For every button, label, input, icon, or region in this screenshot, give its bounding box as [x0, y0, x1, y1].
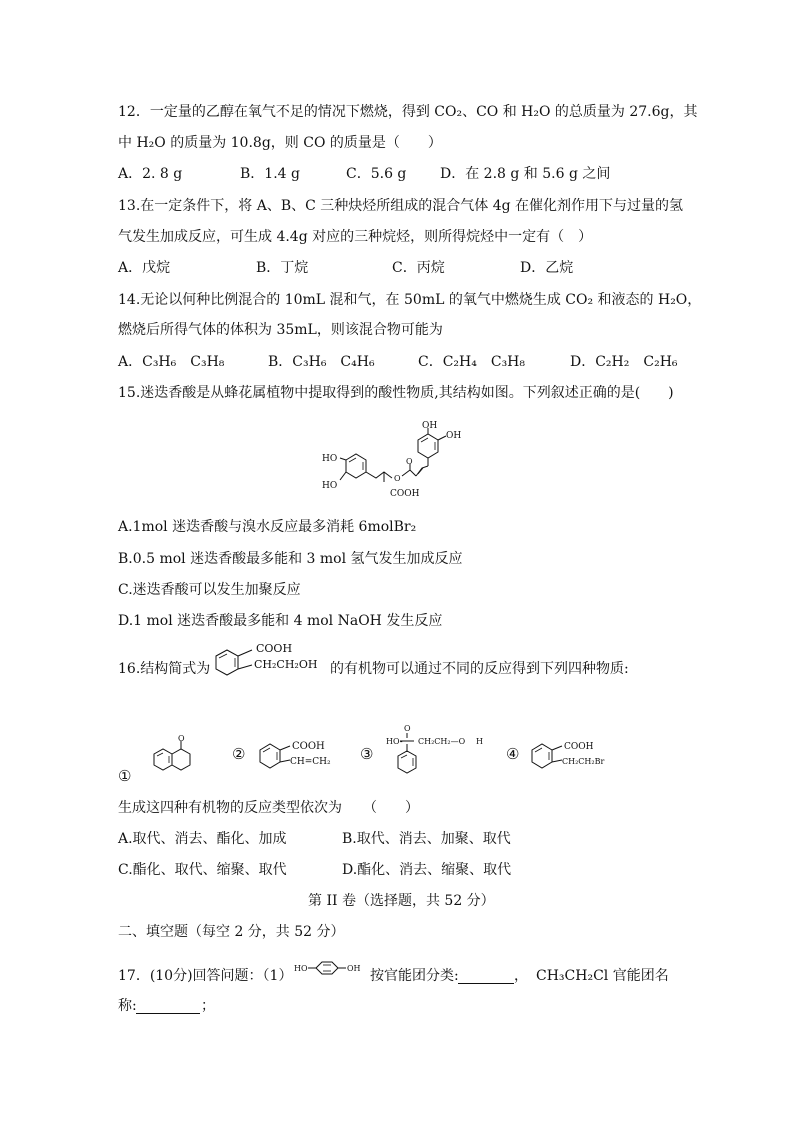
- q13-stem-line1: 13.在一定条件下，将 A、B、C 三种炔烃所组成的混合气体 4g 在催化剂作用下与过量的氢: [118, 198, 684, 214]
- product-3-structure: [384, 722, 494, 782]
- carbonyl-o-label: O: [406, 457, 413, 466]
- q14-option-d: D．C₂H₂ C₂H₆: [570, 354, 678, 370]
- q15-option-b: B.0.5 mol 迷迭香酸最多能和 3 mol 氢气发生加成反应: [118, 551, 463, 567]
- q16-stem-prefix: 16.结构简式为: [118, 661, 211, 677]
- product-2-top: COOH: [292, 741, 325, 752]
- product-3-top-o: O: [404, 724, 411, 733]
- q13-stem-line2: 气发生加成反应，可生成 4.4g 对应的三种烷烃，则所得烷烃中一定有（ ）: [118, 229, 593, 245]
- product-1-o-label: O: [178, 734, 185, 743]
- q14-option-a: A．C₃H₆ C₃H₈: [118, 354, 225, 370]
- q14-option-b: B．C₃H₆ C₄H₆: [268, 354, 375, 370]
- q16-option-d: D.酯化、消去、缩聚、取代: [342, 862, 512, 878]
- ester-o-label: O: [394, 474, 401, 483]
- q14-stem-line1: 14.无论以何种比例混合的 10mL 混和气，在 50mL 的氧气中燃烧生成 CO₂ 和液态的 H₂O，: [118, 292, 702, 308]
- hydroquinone-oh: OH: [347, 964, 361, 973]
- q16-option-b: B.取代、消去、加聚、取代: [342, 831, 511, 847]
- q16-main-top: COOH: [256, 642, 293, 655]
- q17-mid: 按官能团分类:: [370, 968, 459, 984]
- q17-blank-1[interactable]: [458, 983, 514, 984]
- product-3-chain: CH₂CH₂—O: [418, 737, 466, 746]
- q14-option-c: C．C₂H₄ C₃H₈: [418, 354, 526, 370]
- product-2-structure: [256, 734, 356, 778]
- acid-label: COOH: [390, 489, 420, 499]
- product-4-structure: [528, 734, 638, 778]
- product-4-side: CH₂CH₂Br: [562, 757, 605, 766]
- q12-option-d: D．在 2.8 g 和 5.6 g 之间: [440, 166, 611, 182]
- q15-option-c: C.迷迭香酸可以发生加聚反应: [118, 582, 301, 598]
- ho-upper-label: HO: [322, 454, 338, 464]
- q13-option-b: B．丁烷: [256, 260, 309, 276]
- q13-option-c: C．丙烷: [392, 260, 445, 276]
- hydroquinone-ho: HO: [294, 964, 308, 973]
- q17-prefix: 17．(10分)回答问题：（1）: [118, 968, 293, 984]
- q17-formula: CH₃CH₂Cl 官能团名: [536, 968, 669, 984]
- product-1-number: ①: [118, 767, 132, 785]
- q16-question: 生成这四种有机物的反应类型依次为 （ ）: [118, 800, 419, 816]
- q12-option-c: C．5.6 g: [346, 166, 407, 182]
- product-4-top: COOH: [564, 742, 594, 752]
- product-3-number: ③: [360, 745, 374, 763]
- q14-stem-line2: 燃烧后所得气体的体积为 35mL，则该混合物可能为: [118, 322, 443, 338]
- q17-line2-suffix: ；: [201, 998, 215, 1014]
- q12-stem-line1: 12．一定量的乙醇在氧气不足的情况下燃烧，得到 CO₂、CO 和 H₂O 的总质量为 27.6g，其: [118, 104, 698, 120]
- q17-blank-2[interactable]: [136, 1013, 200, 1014]
- q16-option-a: A.取代、消去、酯化、加成: [118, 831, 287, 847]
- q16-main-structure: [212, 638, 330, 684]
- product-2-side: CH=CH₂: [290, 757, 331, 767]
- ho-lower-label: HO: [322, 481, 338, 491]
- hydroquinone-structure: [294, 958, 370, 986]
- q12-stem-line2: 中 H₂O 的质量为 10.8g，则 CO 的质量是（ ）: [118, 135, 442, 151]
- rosmarinic-acid-structure: [318, 418, 478, 502]
- q13-option-d: D．乙烷: [520, 260, 574, 276]
- q17-line2-prefix: 称:: [118, 998, 137, 1014]
- oh-top-right-label: OH: [446, 431, 462, 441]
- oh-top-left-label: OH: [422, 421, 438, 431]
- q16-main-side: CH₂CH₂OH: [254, 658, 318, 671]
- q15-option-d: D.1 mol 迷迭香酸最多能和 4 mol NaOH 发生反应: [118, 613, 443, 629]
- q12-option-a: A．2. 8 g: [118, 166, 183, 182]
- product-2-number: ②: [232, 745, 246, 763]
- section2-title: 第 II 卷（选择题，共 52 分）: [308, 893, 495, 909]
- q15-option-a: A.1mol 迷迭香酸与溴水反应最多消耗 6molBr₂: [118, 519, 417, 535]
- q15-stem: 15.迷迭香酸是从蜂花属植物中提取得到的酸性物质,其结构如图。下列叙述正确的是( ): [118, 385, 674, 401]
- q17-comma: ，: [514, 968, 528, 984]
- product-1-structure: [150, 732, 206, 778]
- product-4-number: ④: [506, 745, 520, 763]
- product-3-end: H: [476, 737, 483, 746]
- q16-stem-suffix: 的有机物可以通过不同的反应得到下列四种物质:: [330, 661, 629, 677]
- q13-option-a: A．戊烷: [118, 260, 171, 276]
- product-3-left: HO-: [386, 737, 403, 746]
- q16-option-c: C.酯化、取代、缩聚、取代: [118, 862, 287, 878]
- section2-heading: 二、填空题（每空 2 分，共 52 分）: [118, 924, 345, 940]
- q12-option-b: B．1.4 g: [240, 166, 300, 182]
